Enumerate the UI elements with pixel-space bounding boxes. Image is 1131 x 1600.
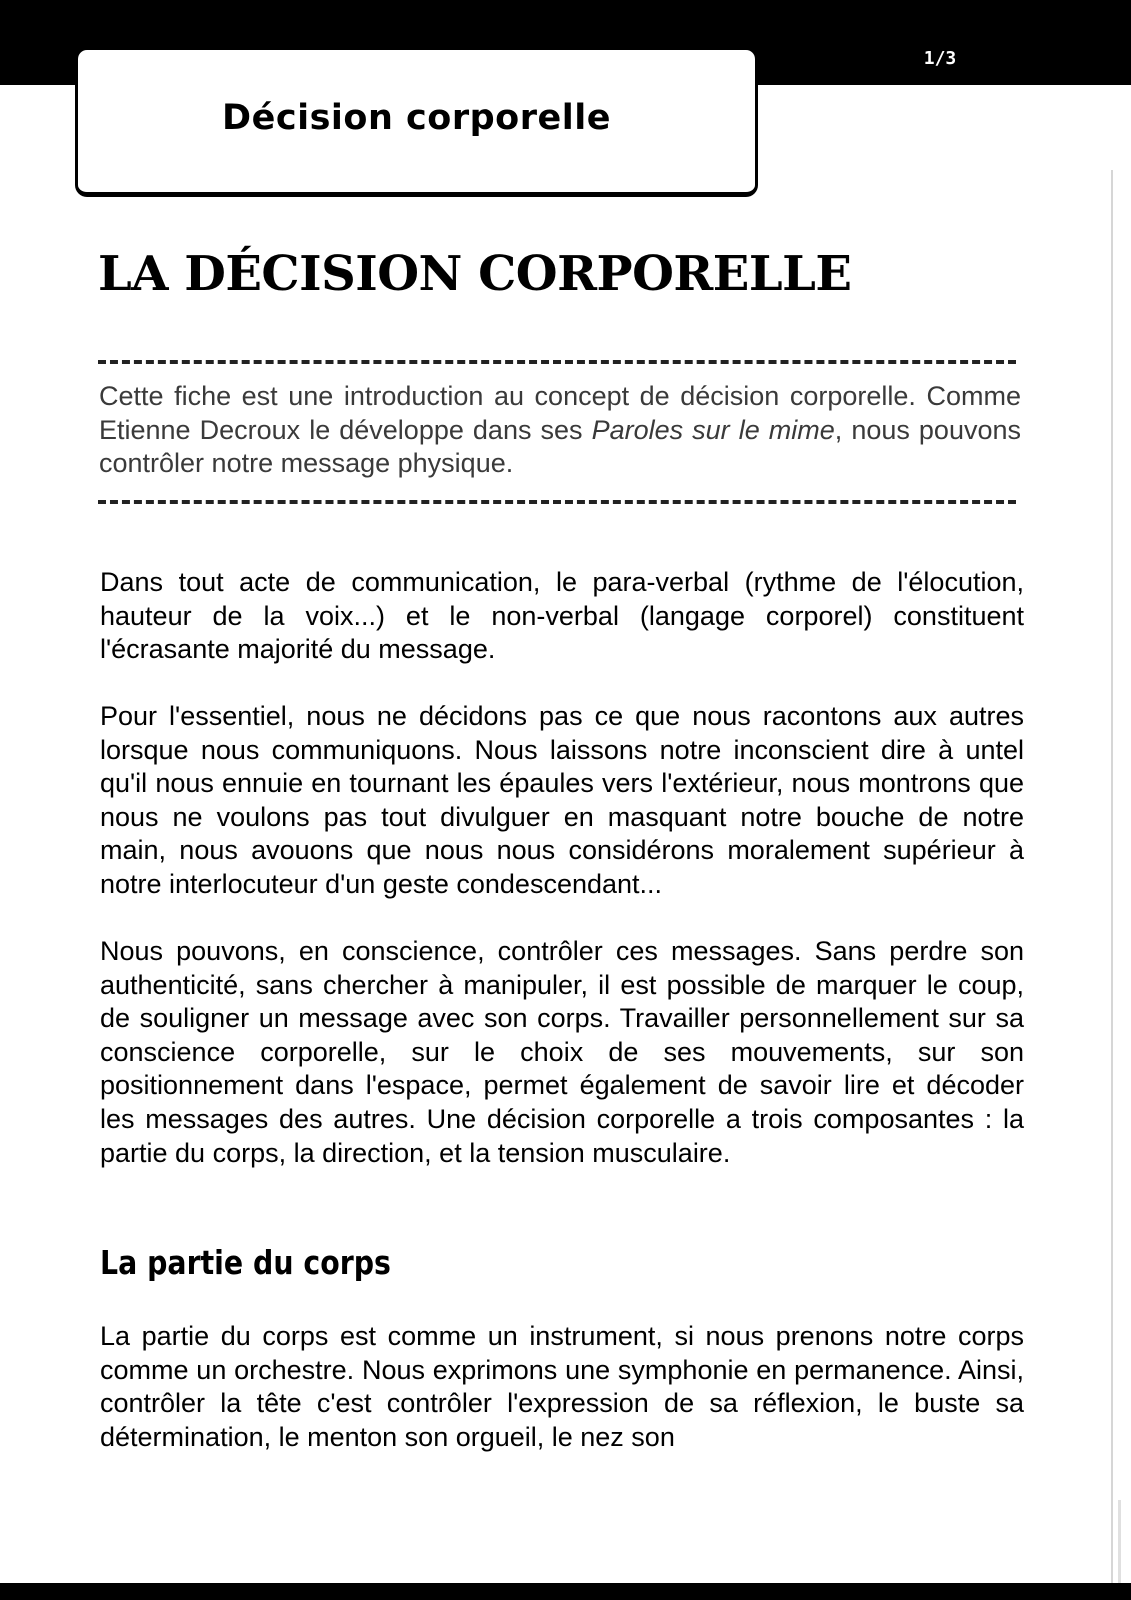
section-heading: La partie du corps — [100, 1243, 391, 1282]
intro-text-start: Cette fiche est une introduction au concept de décision corporelle. Comme Etienne Decroux le développe dans ses — [99, 381, 1021, 445]
section-paragraph: La partie du corps est comme un instrument, si nous prenons notre corps comme un orchestre. Nous exprimons une symphonie en permanence. Ainsi, contrôler la tête c'est contrôler l'expression de sa réflexion, le buste sa détermination, le menton son orgueil, le nez son — [100, 1321, 1024, 1452]
bottom-footer-band — [0, 1583, 1131, 1600]
body-paragraph-1: Dans tout acte de communication, le para-verbal (rythme de l'élocution, hauteur de la voix...) et le non-verbal (langage corporel) constituent l'écrasante majorité du message. — [100, 567, 1024, 665]
dashed-divider-top — [98, 360, 1016, 364]
page-number: 1/3 — [923, 48, 957, 69]
intro-text-end: , nous pouvons contrôler notre message physique. — [99, 414, 1021, 478]
intro-paragraph — [99, 380, 1021, 481]
intro-book-title: Paroles sur le mime — [591, 414, 835, 445]
body-paragraph-3: Nous pouvons, en conscience, contrôler ces messages. Sans perdre son authenticité, sans chercher à manipuler, il est possible de marquer le coup, de souligner un message avec son corps. Travailler personnellement sur sa conscience corporelle, sur le choix de ses mouvements, sur son positionnement dans l'espace, permet également de savoir lire et décoder les messages des autres. Une décision corporelle a trois composantes : la partie du corps, la direction, et la tension musculaire. — [100, 936, 1024, 1168]
document-title: LA DÉCISION CORPORELLE — [98, 246, 852, 302]
body-paragraph-2: Pour l'essentiel, nous ne décidons pas ce que nous racontons aux autres lorsque nous communiquons. Nous laissons notre inconscient dire à untel qu'il nous ennuie en tournant les épaules vers l'extérieur, nous montrons que nous ne voulons pas tout divulguer en masquant notre bouche de notre main, nous avouons que nous nous considérons moralement supérieur à notre interlocuteur d'un geste condescendant... — [100, 701, 1024, 899]
title-box-label: Décision corporelle — [222, 98, 611, 138]
title-box — [75, 47, 758, 197]
right-margin-rule-lower — [1118, 1500, 1121, 1583]
right-margin-rule — [1111, 170, 1113, 1583]
dashed-divider-bottom — [98, 500, 1016, 504]
